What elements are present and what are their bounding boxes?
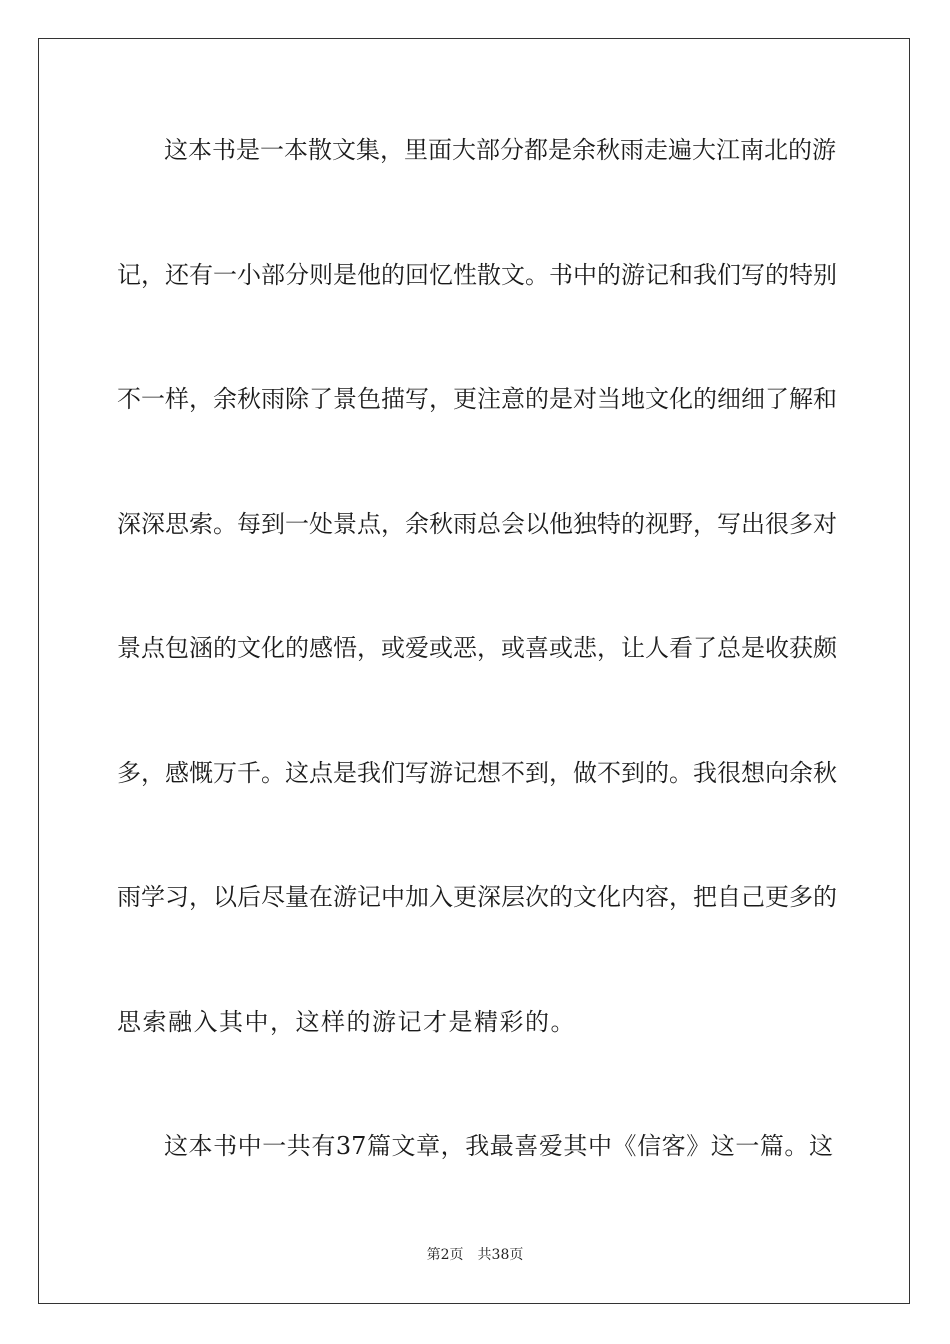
paragraph-1-line-2: 记，还有一小部分则是他的回忆性散文。书中的游记和我们写的特别 (117, 261, 837, 289)
paragraph-1-line-4: 深深思索。每到一处景点，余秋雨总会以他独特的视野，写出很多对 (117, 510, 837, 538)
paragraph-2-line-1: 这本书中一共有37篇文章，我最喜爱其中《信客》这一篇。这 (164, 1132, 833, 1160)
paragraph-1-line-8: 思索融入其中，这样的游记才是精彩的。 (117, 1008, 576, 1036)
paragraph-1-line-7: 雨学习，以后尽量在游记中加入更深层次的文化内容，把自己更多的 (117, 883, 837, 911)
paragraph-1-line-5: 景点包涵的文化的感悟，或爱或恶，或喜或悲，让人看了总是收获颇 (117, 634, 837, 662)
page-total: 共38页 (477, 1247, 524, 1263)
paragraph-1-line-1: 这本书是一本散文集，里面大部分都是余秋雨走遍大江南北的游 (164, 136, 836, 164)
page-number: 第2页 (426, 1247, 464, 1263)
paragraph-1-line-3: 不一样，余秋雨除了景色描写，更注意的是对当地文化的细细了解和 (117, 385, 837, 413)
page-border (38, 38, 910, 1304)
paragraph-1-line-6: 多，感慨万千。这点是我们写游记想不到，做不到的。我很想向余秋 (117, 759, 837, 787)
page-footer (0, 1246, 950, 1264)
